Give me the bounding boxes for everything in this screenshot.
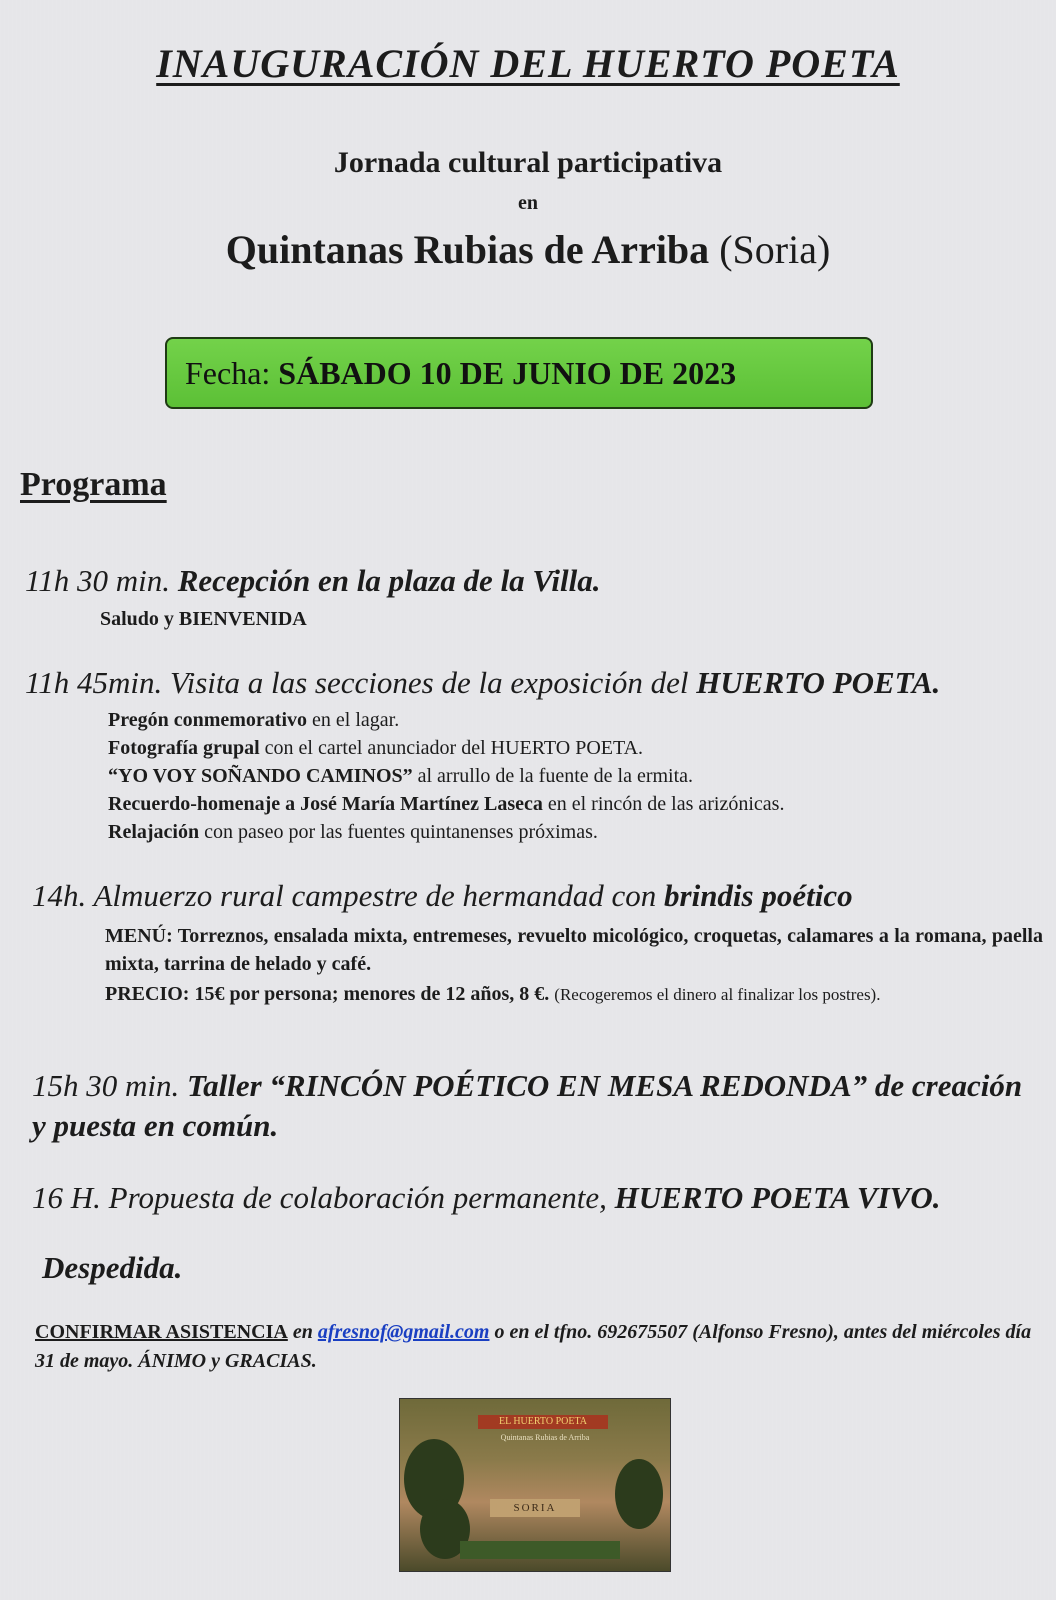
item-details-list [108, 706, 784, 846]
poster-image [399, 1398, 671, 1572]
connector-text: en [518, 192, 538, 214]
item-time: 11h 30 min. [25, 563, 170, 598]
item-time: 11h 45min. [25, 665, 163, 700]
poster-region: SORIA [490, 1499, 580, 1517]
menu-text: MENÚ: Torreznos, ensalada mixta, entremeses, revuelto micológico, croquetas, calamares a la romana, paella mixta, tarrina de helado y café. [105, 925, 1043, 975]
place-bold: Quintanas Rubias de Arriba [225, 227, 710, 272]
list-item: Relajación con paseo por las fuentes quintanenses próximas. [108, 821, 598, 843]
item-time: 15h 30 min. [32, 1068, 180, 1103]
confirm-rest: o en el tfno. 692675507 (Alfonso Fresno), antes del miércoles día 31 de mayo. ÁNIMO y GRACIAS. [35, 1321, 1032, 1372]
place-region: (Soria) [719, 227, 831, 272]
poster-title: EL HUERTO POETA [478, 1415, 608, 1429]
program-item-5 [32, 1180, 940, 1216]
program-item-1 [25, 563, 601, 599]
date-label: Fecha: [185, 355, 271, 391]
item-title: Almuerzo rural campestre de hermandad con [93, 878, 665, 913]
item-title: Recepción en la plaza de la Villa. [177, 563, 601, 598]
email-link[interactable]: afresnof@gmail.com [317, 1321, 490, 1343]
list-item: “YO VOY SOÑANDO CAMINOS” al arrullo de la fuente de la ermita. [108, 765, 694, 787]
item-title: Taller “RINCÓN POÉTICO EN MESA REDONDA” de creación y puesta en común. [32, 1068, 1023, 1143]
place-name [0, 226, 1056, 273]
item-time: 16 H. [32, 1180, 101, 1215]
program-item-4 [32, 1066, 1042, 1146]
date-value: SÁBADO 10 DE JUNIO DE 2023 [278, 355, 737, 391]
item-title-bold: HUERTO POETA. [696, 665, 941, 700]
farewell: Despedida. [42, 1250, 183, 1285]
item-title: Propuesta de colaboración permanente, [108, 1180, 615, 1215]
poster-subtitle: Quintanas Rubias de Arriba [500, 1433, 590, 1442]
subtitle: Jornada cultural participativa [333, 146, 723, 179]
item-title-bold: HUERTO POETA VIVO. [614, 1180, 941, 1215]
page-title: INAUGURACIÓN DEL HUERTO POETA [156, 41, 900, 86]
program-heading: Programa [20, 466, 167, 503]
program-item-2 [25, 665, 1055, 701]
list-item: Recuerdo-homenaje a José María Martínez Laseca en el rincón de las arizónicas. [108, 793, 785, 815]
list-item: Pregón conmemorativo en el lagar. [108, 709, 400, 731]
program-item-3 [32, 878, 853, 914]
confirm-label: CONFIRMAR ASISTENCIA [35, 1321, 288, 1343]
item-title-bold: brindis poético [664, 878, 853, 913]
confirm-attendance: CONFIRMAR ASISTENCIA en afresnof@gmail.com o en el tfno. 692675507 (Alfonso Fresno), antes del miércoles día 31 de mayo. ÁNIMO y GRACIAS. [35, 1321, 1032, 1372]
list-item: Fotografía grupal con el cartel anunciador del HUERTO POETA. [108, 737, 644, 759]
item-title: Visita a las secciones de la exposición del [169, 665, 697, 700]
date-box [165, 337, 873, 409]
price-text: PRECIO: 15€ por persona; menores de 12 años, 8 €. (Recogeremos el dinero al finalizar los postres). [105, 983, 881, 1005]
item-time: 14h. [32, 878, 87, 913]
item-detail: Saludo y BIENVENIDA [100, 608, 307, 630]
